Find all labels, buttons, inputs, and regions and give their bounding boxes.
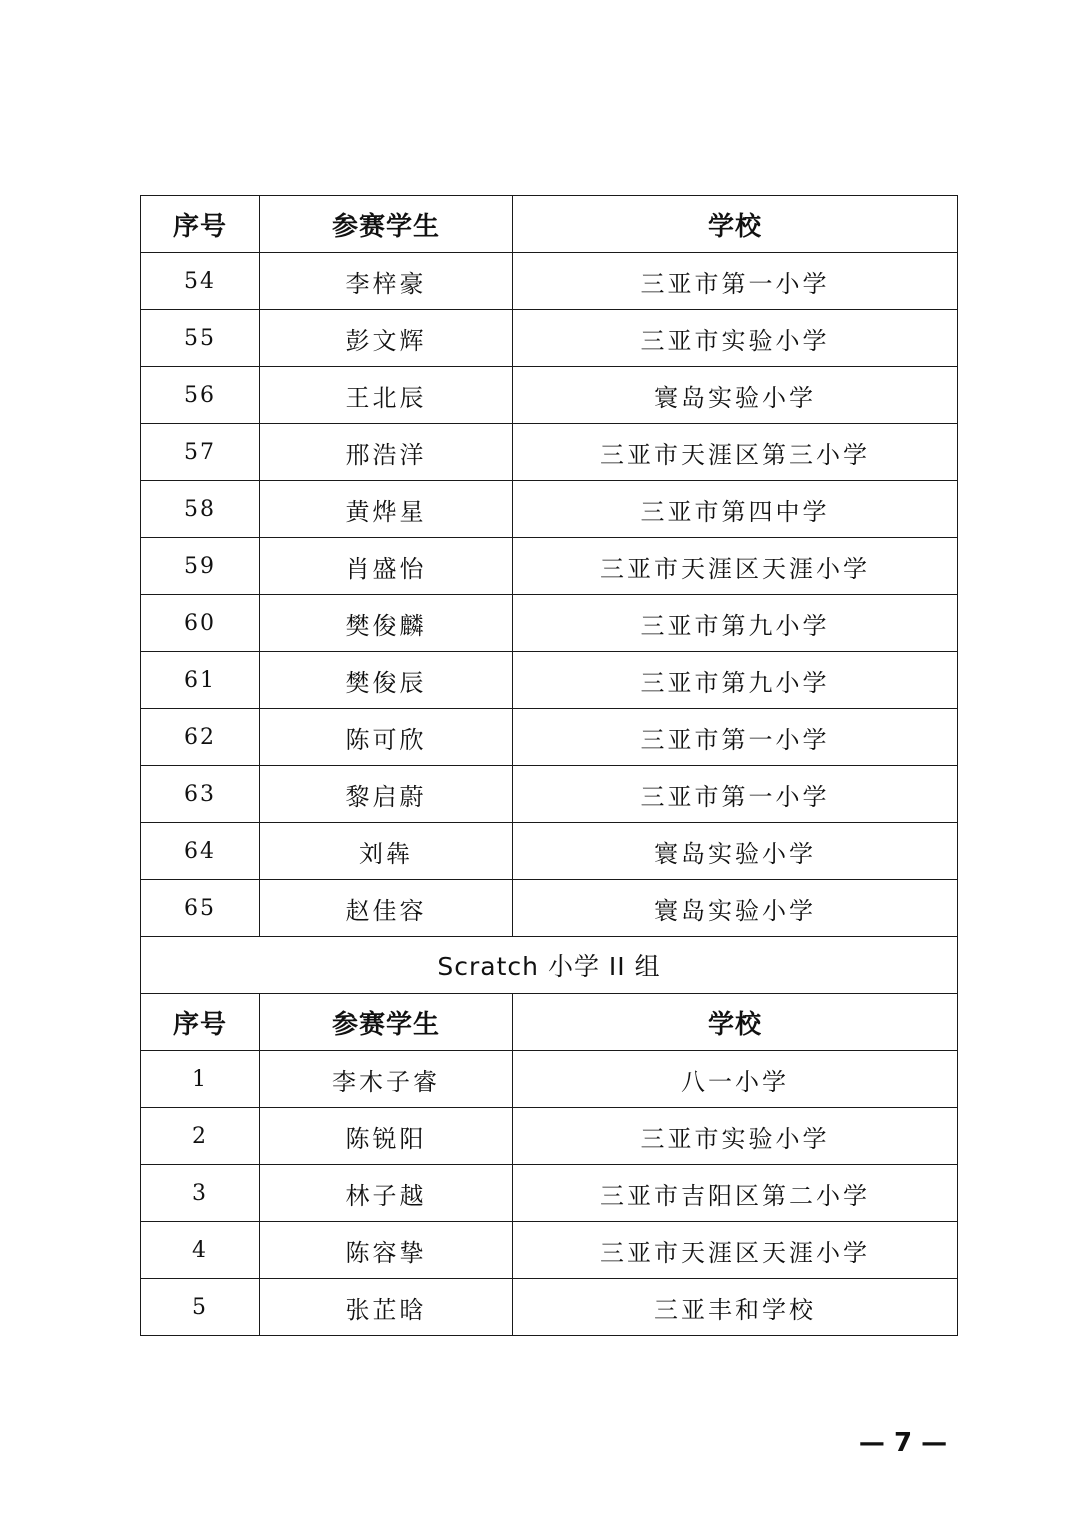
row-student: 黄烨星 — [260, 481, 513, 538]
table-row — [141, 1222, 958, 1279]
row-number: 4 — [141, 1222, 260, 1279]
row-school: 三亚市实验小学 — [513, 1108, 958, 1165]
row-student: 张芷晗 — [260, 1279, 513, 1336]
row-number: 63 — [141, 766, 260, 823]
page-number: — 7 — — [858, 1428, 948, 1458]
header-serial-number: 序号 — [141, 994, 260, 1051]
row-number: 56 — [141, 367, 260, 424]
row-number: 2 — [141, 1108, 260, 1165]
row-school: 八一小学 — [513, 1051, 958, 1108]
row-student: 赵佳容 — [260, 880, 513, 937]
row-student: 林子越 — [260, 1165, 513, 1222]
header-student: 参赛学生 — [260, 994, 513, 1051]
row-student: 陈可欣 — [260, 709, 513, 766]
row-school: 三亚市天涯区天涯小学 — [513, 538, 958, 595]
row-number: 61 — [141, 652, 260, 709]
row-student: 陈锐阳 — [260, 1108, 513, 1165]
header-school: 学校 — [513, 196, 958, 253]
table-row — [141, 538, 958, 595]
table-row — [141, 1165, 958, 1222]
row-student: 王北辰 — [260, 367, 513, 424]
table-row — [141, 595, 958, 652]
row-school: 三亚市第一小学 — [513, 766, 958, 823]
header-serial-number: 序号 — [141, 196, 260, 253]
table-row — [141, 880, 958, 937]
row-student: 黎启蔚 — [260, 766, 513, 823]
row-school: 寰岛实验小学 — [513, 880, 958, 937]
table-header-row — [141, 994, 958, 1051]
table-header-row — [141, 196, 958, 253]
table-row — [141, 481, 958, 538]
group-title: Scratch 小学 II 组 — [141, 937, 958, 994]
row-number: 65 — [141, 880, 260, 937]
table-row — [141, 823, 958, 880]
row-student: 肖盛怡 — [260, 538, 513, 595]
row-school: 三亚市吉阳区第二小学 — [513, 1165, 958, 1222]
row-student: 樊俊麟 — [260, 595, 513, 652]
row-number: 55 — [141, 310, 260, 367]
row-student: 樊俊辰 — [260, 652, 513, 709]
table-row — [141, 310, 958, 367]
row-student: 李木子睿 — [260, 1051, 513, 1108]
header-student: 参赛学生 — [260, 196, 513, 253]
row-school: 三亚市实验小学 — [513, 310, 958, 367]
row-number: 57 — [141, 424, 260, 481]
row-school: 三亚市第一小学 — [513, 253, 958, 310]
row-school: 三亚市天涯区第三小学 — [513, 424, 958, 481]
row-number: 64 — [141, 823, 260, 880]
row-student: 刘犇 — [260, 823, 513, 880]
row-student: 彭文辉 — [260, 310, 513, 367]
row-number: 58 — [141, 481, 260, 538]
participants-table — [140, 195, 958, 1336]
row-student: 陈容挚 — [260, 1222, 513, 1279]
row-number: 1 — [141, 1051, 260, 1108]
row-number: 62 — [141, 709, 260, 766]
row-number: 59 — [141, 538, 260, 595]
table-row — [141, 709, 958, 766]
row-number: 60 — [141, 595, 260, 652]
row-number: 3 — [141, 1165, 260, 1222]
row-number: 54 — [141, 253, 260, 310]
row-school: 三亚丰和学校 — [513, 1279, 958, 1336]
row-school: 寰岛实验小学 — [513, 367, 958, 424]
row-school: 三亚市第一小学 — [513, 709, 958, 766]
table-row — [141, 367, 958, 424]
table-row — [141, 652, 958, 709]
row-number: 5 — [141, 1279, 260, 1336]
row-student: 邢浩洋 — [260, 424, 513, 481]
row-school: 寰岛实验小学 — [513, 823, 958, 880]
row-student: 李梓豪 — [260, 253, 513, 310]
table-row — [141, 253, 958, 310]
header-school: 学校 — [513, 994, 958, 1051]
row-school: 三亚市第四中学 — [513, 481, 958, 538]
group-title-row — [141, 937, 958, 994]
table-row — [141, 1108, 958, 1165]
row-school: 三亚市天涯区天涯小学 — [513, 1222, 958, 1279]
table-row — [141, 1051, 958, 1108]
row-school: 三亚市第九小学 — [513, 652, 958, 709]
table-row — [141, 766, 958, 823]
row-school: 三亚市第九小学 — [513, 595, 958, 652]
table-row — [141, 1279, 958, 1336]
table-row — [141, 424, 958, 481]
